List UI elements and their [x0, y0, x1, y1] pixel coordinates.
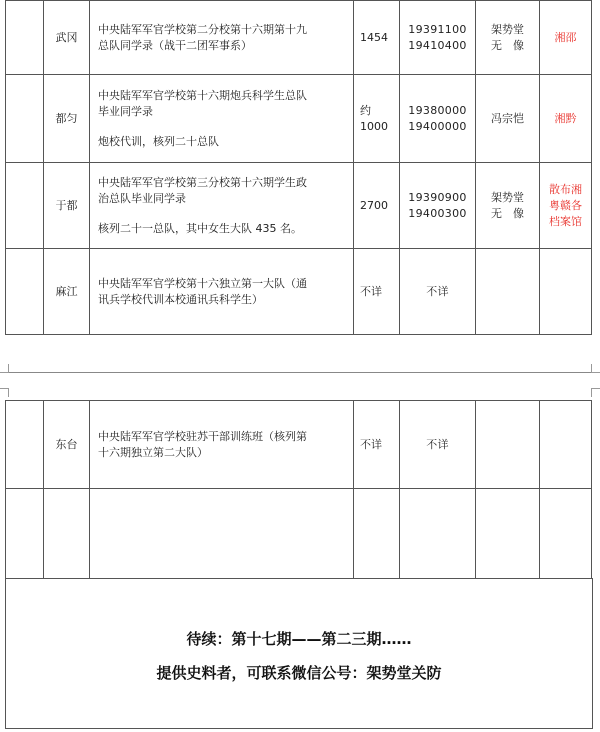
- empty-cell: [6, 489, 44, 579]
- roster-title-line: 总队同学录（战干二团军事系）: [98, 38, 252, 52]
- index-cell: [6, 163, 44, 249]
- place-cell: 武冈: [44, 1, 90, 75]
- empty-cell: [540, 489, 592, 579]
- source-cell: [476, 249, 540, 335]
- index-cell: [6, 249, 44, 335]
- headcount-cell: [354, 75, 400, 163]
- roster-title-line: 中央陆军军官学校第二分校第十六期第十九: [98, 22, 307, 36]
- headcount-cell: [354, 249, 400, 335]
- remark-value: 粤赣各: [549, 198, 582, 212]
- crop-mark: [591, 364, 600, 373]
- source-value: 无 像: [491, 38, 524, 52]
- page-break-rule: [0, 372, 600, 373]
- crop-mark: [0, 388, 9, 397]
- empty-cell: [90, 489, 354, 579]
- footer-box: [5, 578, 593, 729]
- place-cell: 东台: [44, 401, 90, 489]
- contact-note: 提供史料者，可联系微信公号：架势堂关防: [156, 664, 442, 682]
- crop-mark: [0, 364, 9, 373]
- roster-title-cell: [90, 249, 354, 335]
- roster-table-top: [5, 0, 592, 335]
- period-value: 19410400: [408, 38, 467, 52]
- period-cell: [400, 249, 476, 335]
- source-value: 无 像: [491, 206, 524, 220]
- period-cell: [400, 75, 476, 163]
- remark-cell: [540, 163, 592, 249]
- roster-title-line: 中央陆军军官学校驻苏干部训练班（核列第: [98, 429, 307, 443]
- roster-title-cell: [90, 401, 354, 489]
- line-gap: [98, 207, 347, 221]
- headcount-cell: [354, 1, 400, 75]
- roster-table-bottom: [5, 400, 592, 579]
- remark-cell: [540, 1, 592, 75]
- headcount-value: 不详: [360, 284, 382, 298]
- headcount-cell: [354, 163, 400, 249]
- roster-title-cell: [90, 163, 354, 249]
- empty-row: [6, 489, 592, 579]
- empty-cell: [400, 489, 476, 579]
- table-row: [6, 249, 592, 335]
- empty-cell: [354, 489, 400, 579]
- page-break: [0, 356, 600, 400]
- remark-value: 湘邵: [554, 30, 577, 44]
- roster-title-line: 中央陆军军官学校第十六独立第一大队（通: [98, 276, 307, 290]
- source-cell: [476, 163, 540, 249]
- place-cell: 于都: [44, 163, 90, 249]
- crop-mark: [591, 388, 600, 397]
- roster-title-cell: [90, 1, 354, 75]
- roster-title-line: 中央陆军军官学校第三分校第十六期学生政: [98, 175, 307, 189]
- remark-value: 湘黔: [554, 111, 577, 125]
- period-cell: [400, 1, 476, 75]
- roster-title-cell: [90, 75, 354, 163]
- headcount-value: 不详: [360, 437, 382, 451]
- remark-cell: [540, 75, 592, 163]
- period-cell: [400, 163, 476, 249]
- headcount-value: 1000: [360, 119, 388, 133]
- index-cell: [6, 401, 44, 489]
- index-cell: [6, 1, 44, 75]
- period-value: 19391100: [408, 22, 467, 36]
- remark-cell: [540, 401, 592, 489]
- index-cell: [6, 75, 44, 163]
- headcount-value: 1454: [360, 30, 388, 44]
- period-value: 19390900: [408, 190, 467, 204]
- remark-value: 档案馆: [549, 214, 582, 228]
- remark-cell: [540, 249, 592, 335]
- place-cell: 麻江: [44, 249, 90, 335]
- table-row: [6, 401, 592, 489]
- period-value: 19400000: [408, 119, 467, 133]
- period-value: 不详: [426, 284, 449, 298]
- headcount-value: 约: [360, 103, 371, 117]
- headcount-value: 2700: [360, 198, 388, 212]
- period-value: 19400300: [408, 206, 467, 220]
- source-value: 冯宗恺: [491, 111, 524, 125]
- remark-value: 散布湘: [549, 182, 582, 196]
- line-gap: [98, 120, 347, 134]
- roster-title-line: 讯兵学校代训本校通讯兵科学生）: [98, 292, 263, 306]
- roster-note: 炮校代训，核列二十总队: [98, 134, 219, 148]
- table-row: [6, 75, 592, 163]
- table-row: [6, 163, 592, 249]
- source-cell: [476, 401, 540, 489]
- table-row: [6, 1, 592, 75]
- roster-title-line: 中央陆军军官学校第十六期炮兵科学生总队: [98, 88, 307, 102]
- roster-title-line: 毕业同学录: [98, 104, 153, 118]
- headcount-cell: [354, 401, 400, 489]
- period-cell: [400, 401, 476, 489]
- roster-title-line: 十六期独立第二大队）: [98, 445, 208, 459]
- source-value: 架势堂: [491, 22, 524, 36]
- roster-title-line: 治总队毕业同学录: [98, 191, 186, 205]
- roster-note: 核列二十一总队，其中女生大队 435 名。: [98, 221, 302, 235]
- continuation-note: 待续：第十七期——第二三期……: [186, 630, 412, 648]
- place-cell: 都匀: [44, 75, 90, 163]
- source-cell: [476, 75, 540, 163]
- source-value: 架势堂: [491, 190, 524, 204]
- empty-cell: [476, 489, 540, 579]
- period-value: 不详: [426, 437, 449, 451]
- empty-cell: [44, 489, 90, 579]
- source-cell: [476, 1, 540, 75]
- period-value: 19380000: [408, 103, 467, 117]
